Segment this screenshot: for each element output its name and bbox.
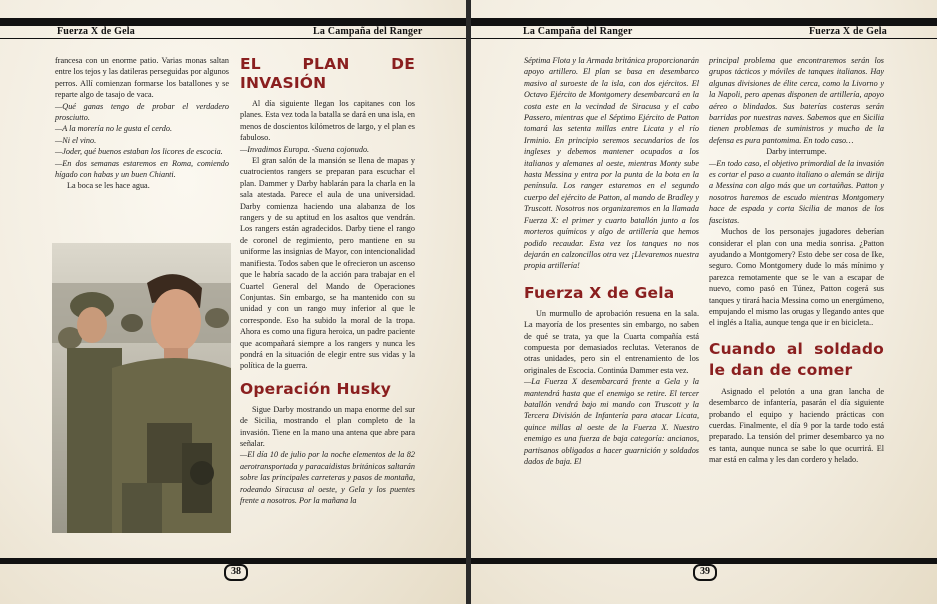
paragraph: —En todo caso, el objetivo primordial de la invasión es cortar el paso a cuanto italiano o alemán se dirija a Messina con algo más que un cortaúñas. Patton y nosotros haremos de escudo mientras Montgomery hace de espada y corta Sicilia de manos de los fascistas. — [709, 158, 884, 225]
paragraph: principal problema que encontraremos serán los grupos tácticos y móviles de tanques italianos. Hay algunas divisiones de élite cerca, como la Livorno y la Napoli, pero apenas disponen de artillería, apoyo aéreo o blindados. Sus baterías costeras serán barridas por nuestras naves. Sabemos que en Sicilia tienen problemas de suministros y mucho de la defensa es pura pantomima. En todo caso… — [709, 56, 884, 145]
left-page — [0, 0, 466, 604]
header-book-title: La Campaña del Ranger — [523, 26, 633, 37]
paragraph: Asignado el pelotón a una gran lancha de desembarco de infantería, pasarán el día siguiente probando el equipo y haciendo prácticas con cuerdas. Finalmente, el día 9 por la tarde todo está preparado. La tensión del primer desembarco ya no es tanta, aunque nunca se sabe lo que ocurrirá. El mar está en calma y les dan cordero y helado. — [709, 386, 884, 465]
page-header — [471, 26, 937, 39]
section-title-fuerza-x: Fuerza X de Gela — [524, 283, 675, 302]
section-title-husky: Operación Husky — [240, 379, 392, 398]
header-chapter: Fuerza X de Gela — [809, 26, 887, 37]
top-rule — [0, 18, 466, 26]
paragraph: El gran salón de la mansión se llena de mapas y cuatrocientos rangers se preparan para escuchar el plan. Dammer y Darby hablarán para la charla en la sala atestada. Parece el aula de una universidad. Darby comienza haciendo una alabanza de los rangers y de su aptitud en los asaltos que vendrán. Los rangers están agradecidos. Darby tiene el rango de coronel de regimiento, pero mantiene en su uniforme las insignias de Mayor, con intencionalidad manifiesta. Todos saben que le ofrecieron un ascenso que le habría sacado de la acción para trabajar en el Cuartel General del Mando de Operaciones Conjuntas. Sin embargo, se ha mantenido con su unidad y con un rango muy inferior al que le corresponde. Eso ha subido la moral de la tropa. Ahora es como una figura heroica, un padre paciente que acompañará siempre a los rangers y nunca les pondrá en la situación de elegir entre sus vidas y la política de la guerra. — [240, 156, 415, 371]
text-column-left — [55, 55, 229, 192]
paragraph: Darby interrumpe. — [766, 147, 827, 157]
text-column-right — [240, 52, 415, 506]
paragraph: Séptima Flota y la Armada británica proporcionarán apoyo artillero. El plan se basa en desembarco masivo al suroeste de la isla, con dos ejércitos. El Octavo Ejército de Montgomery desembarcará en la costa este en la vecindad de Siracusa y el cabo Passero, mientras que el Séptimo Ejército de Patton tomará las setenta millas entre Licata y el río Irminio. En principio seremos secundarios de los ingleses y debemos mantener ocupados a los italianos y alemanes al oeste, mientras Monty sube hasta Messina y entra por la punta de la bota en la península. Los ranger estaremos en el segundo cuerpo del ejército de Patton, al mando de Bradley y Truscott. Nosotros nos organizaremos en la llamada Fuerza X: el primer y cuarto batallón junto a los morteros químicos y algo de artillería que hemos podido recaudar. Esta vez los tanques no nos dejarán en calzoncillos otra vez ¡Llevaremos nuestra propia artillería! — [524, 56, 699, 271]
paragraph: —El día 10 de julio por la noche elementos de la 82 aerotransportada y paracaidistas británicos saltarán sobre las principales carreteras y pasos de montaña, rodeando Siracusa al oeste, y Gela y los puentes frente a nosotros. Por la mañana la — [240, 450, 415, 505]
paragraph: —La Fuerza X desembarcará frente a Gela y la mantendrá hasta que el enemigo se retire. El tercer batallón vendrá bajo mi mando con Truscott y la Tercera División de Infantería para atacar Licata, quince millas al oeste de la Fuerza X. Nuestro enemigo es una fuerza de baja categoría: ancianos, partisanos obligados a hacer guarnición y soldados dados de baja. El — [524, 377, 699, 466]
paragraph: —Ni el vino. — [55, 135, 97, 145]
text-column-right — [709, 55, 884, 466]
soldiers-photo — [52, 243, 231, 533]
paragraph: —En dos semanas estaremos en Roma, comiendo hígado con habas y un buen Chianti. — [55, 158, 229, 180]
text-column-left — [524, 55, 699, 467]
section-title-comer: Cuando al soldado le dan de comer — [709, 339, 884, 379]
paragraph: —Invadimos Europa. -Suena cojonudo. — [240, 144, 370, 154]
paragraph: Sigue Darby mostrando un mapa enorme del sur de Sicilia, mostrando el plan completo de la invasión. Tiene en la mano una antena que abre para señalar. — [240, 404, 415, 448]
paragraph: Al día siguiente llegan los capitanes con los planes. Esta vez toda la batalla se dará en una isla, en menos de doscientos kilómetros de largo, y el plan es fabuloso. — [240, 99, 415, 143]
paragraph: La boca se les hace agua. — [67, 181, 150, 191]
paragraph: —Qué ganas tengo de probar el verdadero prosciutto. — [55, 101, 229, 123]
header-book-title: La Campaña del Ranger — [313, 26, 423, 37]
rangers-illustration — [52, 243, 231, 533]
paragraph: —Joder, qué buenos estaban los licores de escocia. — [55, 147, 223, 157]
paragraph: francesa con un enorme patio. Varias monas saltan entre los tejos y las datileras perseguidas por algunos perros. Allí comienzan formarse los batallones y se reparte algo de tasajo de vaca. — [55, 56, 229, 100]
paragraph: Muchos de los personajes jugadores deberían considerar el plan con una media sonrisa. ¿Patton ayudando a Montgomery? Esto debe ser cosa de Ike, seguro. Como Montgomery dude lo más mínimo y parezca remotamente que se le van a escapar de nuevo, como pasó en Túnez, Patton cogerá sus tanques y tirará hacia Messina como un energúmeno, empujando el mismo las orugas y llegando antes que el inglés a Italia, aunque tenga que ir en bicicleta.. — [709, 227, 884, 328]
page-header — [0, 26, 466, 39]
right-page — [471, 0, 937, 604]
page-number: 39 — [693, 564, 717, 581]
section-title-plan: EL PLAN DE INVASIÓN — [240, 55, 415, 92]
page-number: 38 — [224, 564, 248, 581]
top-rule — [471, 18, 937, 26]
paragraph: Un murmullo de aprobación resuena en la sala. La mayoría de los presentes sin embargo, no saben de qué se trata, ya que la Cuarta compañía está compuesta por demasiados reclutas. Veteranos de otras unidades, pero sin el entrenamiento de los originales de Escocia. Continúa Dammer esta vez. — [524, 308, 699, 375]
paragraph: —A la morería no le gusta el cerdo. — [55, 124, 173, 134]
header-chapter: Fuerza X de Gela — [57, 26, 135, 37]
